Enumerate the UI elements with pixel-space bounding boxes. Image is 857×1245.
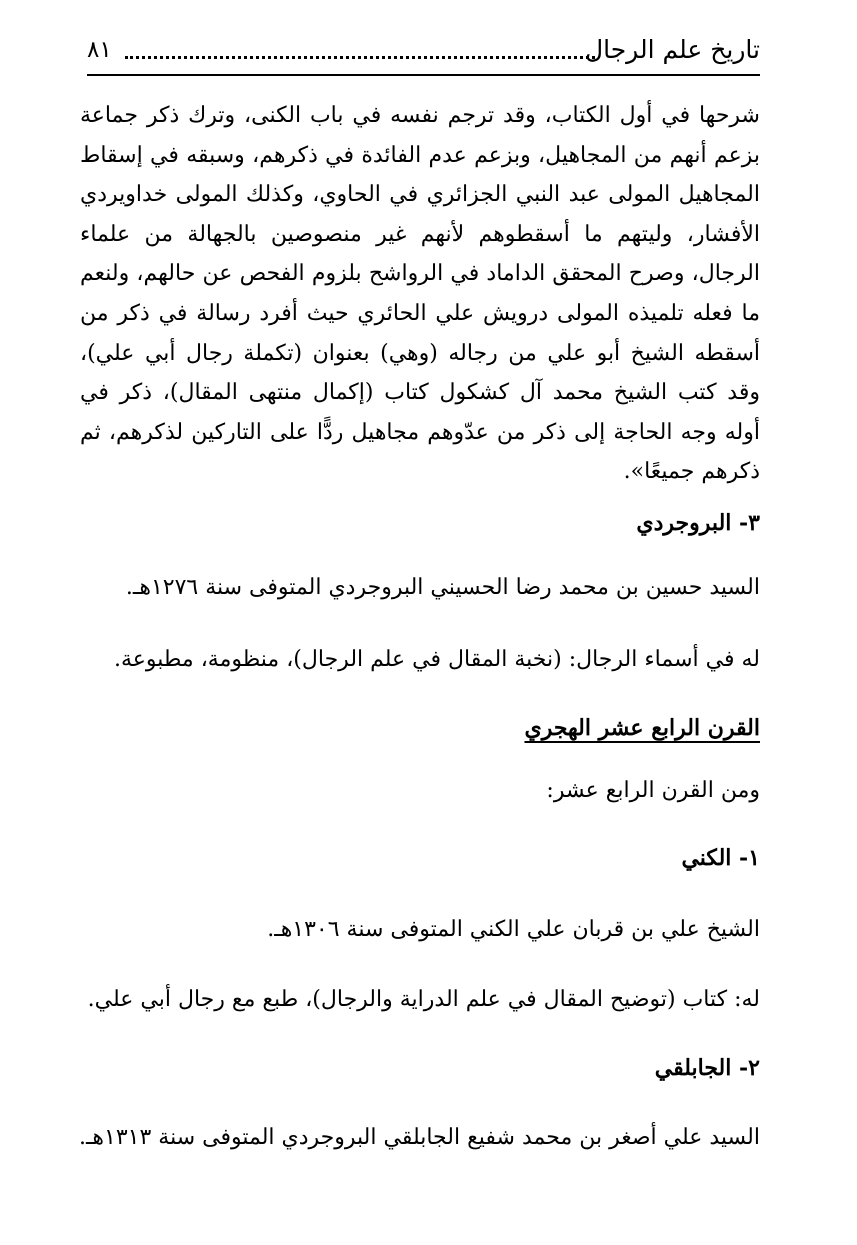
header-title: تاريخ علم الرجال [584,35,760,64]
entry-heading-jabalqi: ٢- الجابلقي [654,1055,760,1081]
entry-bio-jabalqi: السيد علي أصغر بن محمد شفيع الجابلقي البروجردي المتوفى سنة ١٣١٣هـ. [78,1125,760,1150]
header-dot-leader [125,56,595,59]
century-section-heading: القرن الرابع عشر الهجري [524,715,760,741]
intro-paragraph: شرحها في أول الكتاب، وقد ترجم نفسه في باب الكنى، وترك ذكر جماعة بزعم أنهم من المجاهيل، وبزعم عدم الفائدة في ذكرهم، وسبقه في إسقاط المجاهيل المولى عبد النبي الجزائري في الحاوي، وكذلك المولى خداويردي الأفشار، وليتهم ما أسقطوهم لأنهم غير منصوصين بالجهالة من علماء الرجال، وصرح المحقق الداماد في الرواشح بلزوم الفحص عن حالهم، ولنعم ما فعله تلميذه المولى درويش علي الحائري حيث أفرد رسالة في ذكر من أسقطه الشيخ أبو علي من رجاله (وهي) بعنوان (تكملة رجال أبي علي)، وقد كتب الشيخ محمد آل كشكول كتاب (إكمال منتهى المقال)، ذكر في أوله وجه الحاجة إلى ذكر من عدّوهم مجاهيل ردًّا على التاركين لذكرهم، ثم ذكرهم جميعًا». [80,103,760,485]
century-intro: ومن القرن الرابع عشر: [546,778,760,803]
entry-bio-kani: الشيخ علي بن قربان علي الكني المتوفى سنة ١٣٠٦هـ. [267,917,760,942]
entry-work-kani: له: كتاب (توضيح المقال في علم الدراية والرجال)، طبع مع رجال أبي علي. [87,987,760,1012]
page-number: ٨١ [87,37,112,63]
entry-heading-kani: ١- الكني [681,845,760,871]
entry-work-boroujerdi: له في أسماء الرجال: (نخبة المقال في علم الرجال)، منظومة، مطبوعة. [113,647,760,672]
entry-bio-boroujerdi: السيد حسين بن محمد رضا الحسيني البروجردي المتوفى سنة ١٢٧٦هـ. [125,575,760,600]
entry-heading-boroujerdi: ٣- البروجردي [636,510,760,536]
running-header [87,30,760,76]
